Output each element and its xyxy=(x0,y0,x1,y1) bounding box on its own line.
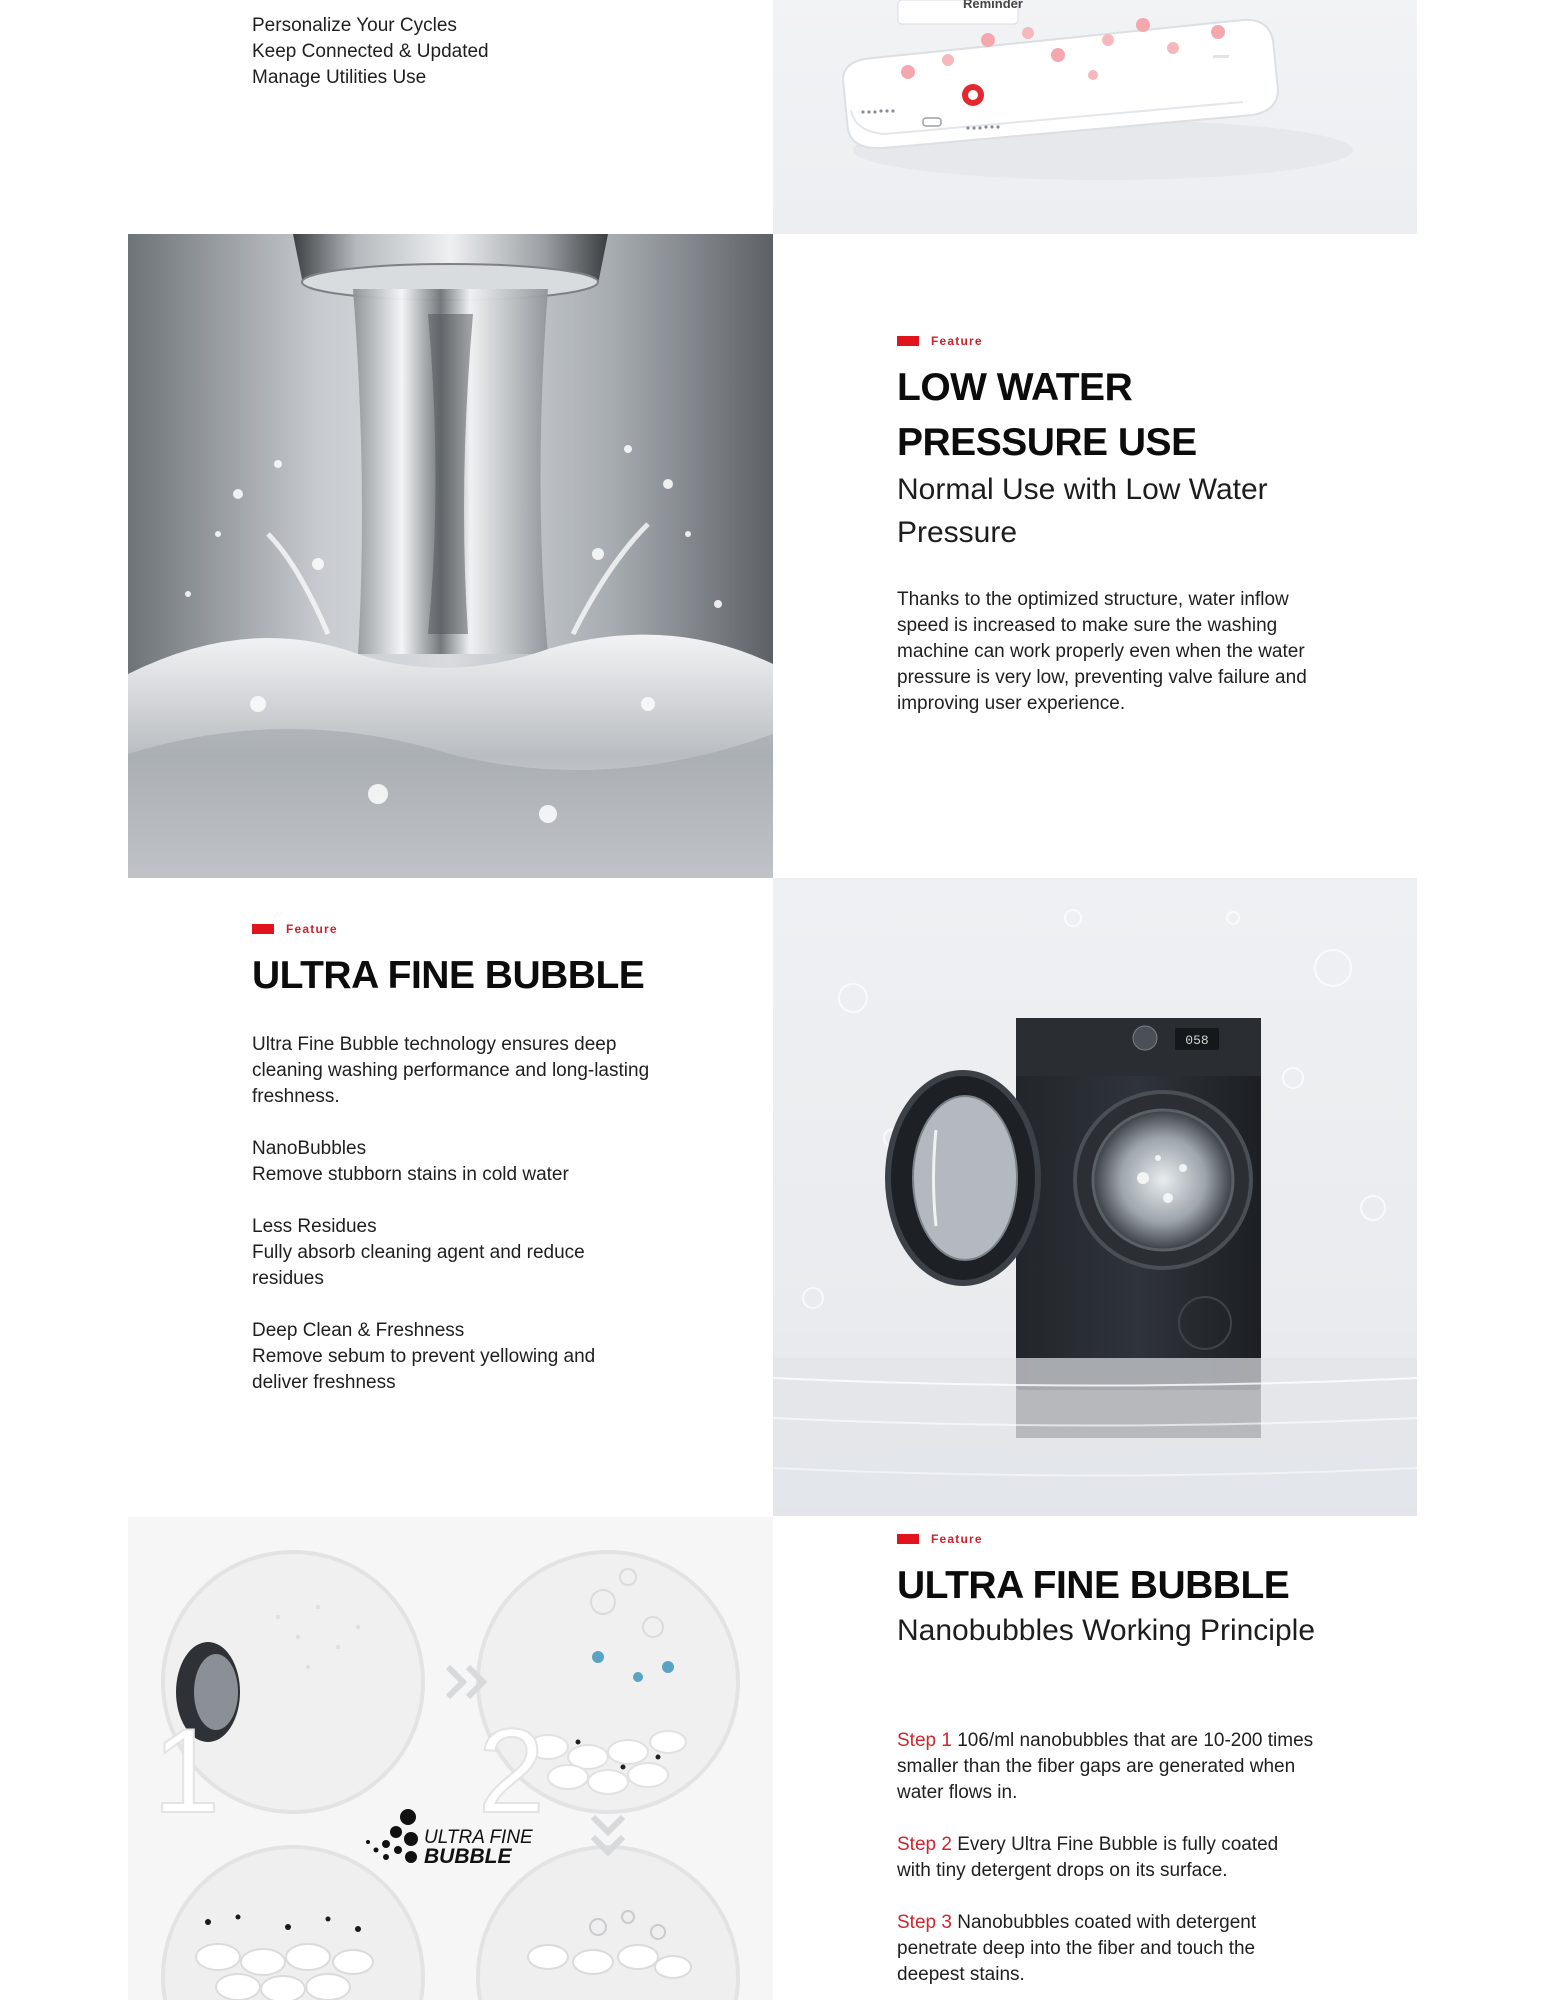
benefit-title: NanoBubbles xyxy=(252,1138,367,1159)
step-item xyxy=(897,1832,1317,1884)
step-label: Step 1 xyxy=(897,1730,952,1751)
feature-tag-marker xyxy=(897,336,919,346)
feature-tag xyxy=(897,1532,983,1546)
benefit-desc: Fully absorb cleaning agent and reduce residues xyxy=(252,1242,585,1289)
principle-title: ULTRA FINE BUBBLE xyxy=(897,1564,1290,1607)
smart-app-phone-image xyxy=(773,0,1417,234)
ufb-logo-line1: ULTRA FINE xyxy=(424,1827,533,1848)
water-faucet-image xyxy=(128,234,773,878)
benefit-title: Less Residues xyxy=(252,1216,377,1237)
step-item xyxy=(897,1910,1317,1988)
feature-tag-label: Feature xyxy=(931,334,983,348)
smart-features-list xyxy=(252,13,652,91)
low-pressure-title: LOW WATER PRESSURE USE xyxy=(897,366,1197,464)
low-pressure-subtitle: Normal Use with Low Water Pressure xyxy=(897,473,1268,549)
faucet-water-illustration xyxy=(128,234,773,878)
feature-tag xyxy=(252,922,338,936)
smart-feature-item: Keep Connected & Updated xyxy=(252,41,489,62)
ufb-logo-line2: BUBBLE xyxy=(424,1845,512,1868)
feature-tag-label: Feature xyxy=(286,922,338,936)
feature-tag-marker xyxy=(252,924,274,934)
smart-feature-item: Manage Utilities Use xyxy=(252,67,427,88)
phone-illustration xyxy=(773,0,1417,234)
washing-machine-illustration xyxy=(773,878,1417,1516)
ufb-content xyxy=(252,1032,652,1396)
step-text: Every Ultra Fine Bubble is fully coated with tiny detergent drops on its surface. xyxy=(897,1834,1279,1881)
benefit-desc: Remove sebum to prevent yellowing and deliver freshness xyxy=(252,1346,596,1393)
ufb-intro: Ultra Fine Bubble technology ensures deep cleaning washing performance and long-lasting freshness. xyxy=(252,1034,650,1107)
step-label: Step 3 xyxy=(897,1912,952,1933)
step-text: Nanobubbles coated with detergent penetrate deep into the fiber and touch the deepest stains. xyxy=(897,1912,1257,1985)
step-text: 106/ml nanobubbles that are 10-200 times smaller than the fiber gaps are generated when water flows in. xyxy=(897,1730,1314,1803)
nanobubble-diagram-image xyxy=(128,1517,773,2000)
step-item xyxy=(897,1728,1317,1806)
phone-reminder-text: Reminder xyxy=(963,0,1023,11)
feature-tag-marker xyxy=(897,1534,919,1544)
principle-steps xyxy=(897,1728,1317,1988)
step-label: Step 2 xyxy=(897,1834,952,1855)
step-number-1: 1 xyxy=(153,1704,220,1838)
low-pressure-description: Thanks to the optimized structure, water inflow speed is increased to make sure the washing machine can work properly even when the water pressure is very low, preventing valve failure and improving user experience. xyxy=(897,589,1307,714)
washing-machine-image xyxy=(773,878,1417,1516)
feature-tag-label: Feature xyxy=(931,1532,983,1546)
benefit-desc: Remove stubborn stains in cold water xyxy=(252,1164,569,1185)
benefit-title: Deep Clean & Freshness xyxy=(252,1320,465,1341)
principle-subtitle: Nanobubbles Working Principle xyxy=(897,1614,1316,1647)
step-number-2: 2 xyxy=(478,1704,545,1838)
machine-display-text: 058 xyxy=(1185,1033,1209,1048)
feature-tag xyxy=(897,334,983,348)
nanobubble-steps-diagram xyxy=(128,1517,773,2000)
smart-feature-item: Personalize Your Cycles xyxy=(252,15,457,36)
ufb-title: ULTRA FINE BUBBLE xyxy=(252,954,645,997)
